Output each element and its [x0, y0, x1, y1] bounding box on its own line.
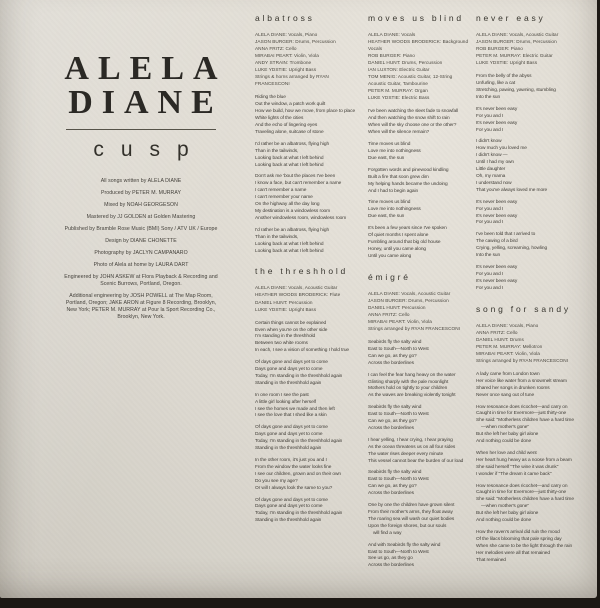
lyric-line: Her melodies were all that remained: [476, 550, 550, 556]
lyric-line: Another windowless room, windowless room: [255, 215, 347, 221]
lyric-line: Glinting sharply with the pale moonlight: [368, 379, 449, 385]
lyric-line: Days gone and days yet to come: [255, 504, 323, 510]
musician-credit: DANIEL HUNT: Percussion: [255, 299, 313, 305]
song-section-song-for-sandy: [476, 304, 585, 565]
credit-line: Design by DIANE CHONETTE: [105, 238, 177, 245]
song-credits: [255, 31, 361, 87]
lyric-line: Even when you're on the other side: [255, 327, 328, 333]
lyric-stanza: [476, 74, 585, 102]
lyric-line: I see our children, grown and on their own: [255, 471, 341, 477]
lyric-stanza: [255, 142, 361, 170]
credit-line: Photo of Alela at home by LAURA DART: [93, 262, 189, 269]
lyric-stanza: [368, 405, 471, 433]
lyric-line: Standing in the threshhold again: [255, 380, 322, 386]
lyric-line: Do you see my age?: [255, 478, 298, 484]
musician-credit: Strings arranged by RYAN FRANCESCONI: [368, 325, 461, 331]
lyric-line: Into the sun: [476, 94, 501, 100]
lyric-line: Time moves us blind: [368, 200, 411, 206]
lyric-line: I've been told that I arrived to: [476, 232, 536, 238]
lyric-line: She said herself "The wine it was drunk": [476, 464, 559, 470]
lyric-line: I hear yelling, I hear crying, I hear praying: [368, 437, 453, 443]
credit-line: Published by Bramble Rose Music (BMI) Sony / ATV UK / Europe: [64, 226, 218, 233]
lyric-line: I see the homes we made and then left: [255, 406, 335, 412]
song-title: never easy: [476, 13, 546, 23]
lyric-line: That you've always loved me more: [476, 187, 548, 193]
lyric-line: Across the borderlines: [368, 425, 414, 431]
lyric-line: Of the lilacs blooming that pale spring day: [476, 536, 562, 542]
musician-credit: ALELA DIANE: Vocals, Acoustic Guitar: [368, 290, 451, 296]
lyric-line: Seabirds fly the salty wind: [368, 339, 422, 345]
lyric-line: And then watching the snow shift to rain: [368, 116, 450, 122]
lyric-line: How much you loved me: [476, 146, 527, 152]
lyric-line: Or will I always look the same to you?: [255, 485, 333, 491]
lyric-line: It's never been easy: [476, 213, 518, 219]
musician-credit: PETER M. MURRAY: Mellotron: [476, 343, 543, 349]
lyric-line: will find a way: [368, 530, 402, 536]
lyric-line: Traveling alone, suitcase of stone: [255, 129, 324, 135]
musician-credit: ALELA DIANE: Vocals, Piano: [476, 322, 539, 328]
lyric-line: Riding the blue: [255, 95, 286, 101]
lyric-line: And nothing could be done: [476, 518, 532, 524]
musician-credit: JASON BURGER: Drums, Percussion: [368, 297, 449, 303]
lyric-line: Can we go, as they go?: [368, 419, 417, 425]
lyric-line: How the raven's arrival did ruin the mood: [476, 530, 560, 536]
lyric-line: Seabirds fly the salty wind: [368, 470, 422, 476]
musician-credit: Strings & horns arranged by RYAN FRANCESCONI: [255, 74, 329, 87]
song-title: the threshhold: [255, 266, 349, 277]
lyric-stanza: [255, 174, 361, 222]
lyric-stanza: [368, 168, 471, 196]
lyric-line: Than in the tailwinds,: [255, 234, 299, 240]
lyric-line: Into the sun: [476, 253, 501, 259]
lyric-line: Love me into nothingness: [368, 149, 421, 154]
lyric-line: How we build, how we move, from place to place: [255, 109, 356, 115]
lyric-line: And with Seabirds fly the salty wind: [368, 542, 441, 548]
musician-credit: LUKE YDSTIE: Electric Bass: [368, 95, 430, 101]
lyric-stanza: [476, 139, 585, 194]
lyric-line: Days gone and days yet to come: [255, 367, 323, 373]
lyric-line: And the echo of lingering eyes: [255, 123, 318, 128]
song-section-moves-us-blind: [368, 13, 471, 261]
song-section-émigré: [368, 272, 471, 571]
lyric-line: For you and I: [476, 113, 504, 119]
lyric-line: But she left her baby girl alone: [476, 432, 539, 438]
lyric-line: In the other room, it's just you and I: [255, 458, 327, 463]
musician-credit: MIRABAI PEART: Violin, Viola: [368, 318, 432, 324]
musician-credit: MIRABAI PEART: Violin, Viola: [476, 350, 540, 356]
lyric-line: Standing in the threshhold again: [255, 518, 322, 524]
lyric-line: When will the silence remain?: [368, 130, 430, 136]
musician-credit: ALELA DIANE: Vocals, Piano: [255, 32, 318, 37]
musician-credit: ALELA DIANE: Vocals, Acoustic Guitar: [255, 285, 338, 291]
lyric-line: It's never been easy: [476, 278, 518, 284]
song-credits: [476, 31, 585, 66]
lyric-line: I've been watching the sleet fade to snowfall: [368, 109, 459, 115]
lyric-line: I understand now: [476, 180, 512, 186]
lyric-line: Until you came along: [368, 253, 412, 259]
lyric-line: It's never been easy: [476, 106, 518, 112]
musician-credit: LUKE YDSTIE: Upright Bass: [255, 67, 317, 73]
musician-credit: HEATHER WOODS BRODERICK: Background Vocals: [368, 39, 469, 52]
lyric-line: From their mother's arms, they float away: [368, 510, 453, 515]
lyric-stanza: [368, 142, 471, 163]
lyric-line: For you and I: [476, 220, 504, 226]
lyric-stanza: [476, 451, 585, 479]
lyric-line: I see the love that I shed like a skin: [255, 413, 327, 419]
musician-credit: PETER M. MURRAY: Electric Guitar: [476, 53, 553, 59]
lyric-stanza: [368, 543, 471, 571]
lyric-line: When she came to be the light through the rain: [476, 543, 573, 549]
lyric-line: Seabirds fly the salty wind: [368, 405, 422, 411]
lyric-line: Days gone and days yet to come: [255, 432, 323, 438]
credit-line: Photography by JACLYN CAMPANARO: [94, 250, 188, 257]
album-artist-line2: DIANE: [68, 84, 223, 121]
lyric-line: Her voice like water from a snowmelt stream: [476, 378, 567, 384]
lyric-line: Never once sang out of tune: [476, 392, 535, 398]
lyric-line: Across the borderlines: [368, 360, 414, 366]
lyric-line: East to South—North to West: [368, 549, 429, 555]
credit-line: Produced by PETER M. MURRAY: [101, 190, 181, 197]
lyric-line: My destination is a windowless room: [255, 208, 331, 214]
song-section-never-easy: [476, 13, 585, 293]
lyric-line: Don't ask me 'bout the places I've been: [255, 174, 336, 180]
lyric-line: Stretching, pawing, yawning, stumbling: [476, 88, 556, 94]
song-section-albatross: [255, 13, 361, 255]
lyric-line: Due east, the sun: [368, 155, 405, 161]
lyric-line: East to South—North to West: [368, 477, 429, 483]
lyric-stanza: [255, 321, 361, 356]
musician-credit: MIRABAI PEART: Violin, Viola: [255, 53, 319, 59]
musician-credit: LUKE YDSTIE: Upright Bass: [476, 60, 538, 66]
lyric-line: Standing in the threshhold again: [255, 446, 322, 452]
lyric-line: Today, I'm standing in the threshhold again: [255, 373, 343, 379]
lyric-line: East to South—North to West: [368, 346, 429, 352]
lyric-line: My helping hands became the undoing: [368, 181, 448, 187]
lyric-stanza: [476, 405, 585, 446]
lyric-stanza: [476, 232, 585, 260]
lyric-stanza: [476, 530, 585, 565]
lyric-line: Of quiet months I spent alone: [368, 233, 429, 239]
lyric-line: How resonance does ricochet—and carry on: [476, 483, 568, 489]
musician-credit: IAN LUXTON: Electric Guitar: [368, 67, 430, 73]
credit-line: Engineered by JOHN ASKEW at Flora Playback & Recording and Scenic Burrows, Portland, Oregon.: [64, 274, 218, 288]
lyric-stanza: [255, 95, 361, 136]
lyric-line: From the belly of the abyss: [476, 74, 532, 80]
credit-line: Additional engineering by JOSH POWELL at The Map Room, Portland, Oregon; JAKE ARON at Figure 8 Recording, Brooklyn, New York; PETER M. MURRAY at Pour la Sport Recording Co., Brooklyn, New York.: [65, 293, 217, 321]
musician-credit: Strings arranged by RYAN FRANCESCONI: [476, 357, 569, 363]
lyric-line: Forgotten words and pinewood kindling: [368, 167, 449, 173]
lyric-line: On the highway all the day long: [255, 202, 320, 208]
musician-credit: ANNA FRITZ: Cello: [368, 311, 410, 317]
lyric-line: Today, I'm standing in the threshhold again: [255, 511, 343, 517]
lyric-line: Looking back at what I left behind: [255, 162, 324, 168]
album-title: cusp: [93, 138, 206, 161]
musician-credit: ROB BURGER: Piano: [476, 46, 523, 52]
lyric-line: Of days gone and days yet to come: [255, 497, 328, 503]
credit-line: All songs written by ALELA DIANE: [100, 178, 182, 184]
lyric-line: That remained: [476, 557, 506, 563]
lyric-line: —when mother's gone": [476, 504, 529, 510]
logo-divider-rule: [66, 129, 216, 130]
lyric-stanza: [255, 393, 361, 421]
lyrics-column-2: [368, 13, 471, 575]
lyric-line: Caught in time for Evermore—just thirty-one: [476, 490, 567, 496]
lyric-line: This vessel cannot bear the burden of our load: [368, 458, 464, 464]
lyric-line: Time moves us blind: [368, 142, 411, 148]
lyric-line: The roaring sea will wash our quiet bodies: [368, 516, 455, 522]
lyric-line: I didn't know: [476, 139, 502, 145]
lyric-line: How resonance does ricochet—and carry on: [476, 404, 568, 410]
lyric-stanza: [368, 373, 471, 401]
lyric-stanza: [368, 200, 471, 221]
musician-credit: DANIEL HUNT: Drums: [476, 336, 524, 342]
lyric-line: For you and I: [476, 206, 504, 212]
lyric-line: One by one the children have grown silent: [368, 503, 455, 509]
musician-credit: ROB BURGER: Piano: [368, 53, 415, 59]
lyric-line: For you and I: [476, 271, 504, 277]
lyric-line: Across the borderlines: [368, 491, 414, 497]
album-artist-line1: ALELA: [64, 50, 227, 87]
musician-credit: HEATHER WOODS BRODERICK: Flute: [255, 292, 341, 298]
lyric-stanza: [368, 340, 471, 368]
lyric-line: She said: "Motherless children have a hard time: [476, 418, 574, 424]
lyric-line: A little girl looking after herself: [255, 399, 316, 405]
lyric-line: It's been a few years since I've spoken: [368, 226, 447, 232]
lyric-line: Her heart hung heavy as a noose from a beam: [476, 457, 572, 463]
lyric-line: Shared her songs in drunken rooms: [476, 385, 550, 391]
lyric-line: Of days gone and days yet to come: [255, 425, 328, 431]
credit-line: Mastered by JJ GOLDEN at Golden Mastering: [86, 214, 196, 221]
lyric-line: See us go, as they go: [368, 556, 413, 562]
lyric-line: I'm standing in the threshhold: [255, 334, 316, 340]
musician-credit: DANIEL HUNT: Drums, Percussion: [368, 60, 443, 66]
lyric-line: And I had to begin again: [368, 188, 419, 194]
musician-credit: PETER M. MURRAY: Organ: [368, 88, 428, 94]
lyric-line: I'd rather be an albatross, flying high: [255, 141, 330, 147]
lyric-line: I know a face, but can't remember a name: [255, 181, 342, 187]
lyric-line: A lady came from London town: [476, 371, 540, 377]
lyric-line: In each, I see a vision of something I hold true: [255, 348, 350, 354]
lyric-line: Out the window, a patch work quilt: [255, 102, 326, 108]
song-title: moves us blind: [368, 13, 464, 23]
lyric-stanza: [368, 226, 471, 261]
lyric-stanza: [476, 265, 585, 293]
lyric-stanza: [368, 109, 471, 137]
lyric-line: Between two white rooms: [255, 341, 308, 347]
lyric-line: It's never been easy: [476, 120, 518, 126]
musician-credit: LUKE YDSTIE: Upright Bass: [255, 306, 317, 312]
musician-credit: ANNA FRITZ: Cello: [255, 46, 297, 52]
lyric-line: I can't remember your name: [255, 195, 313, 201]
lyric-line: When will the sky choose one or the other?: [368, 123, 457, 129]
lyric-line: When her love and child went: [476, 450, 537, 456]
lyric-line: Today, I'm standing in the threshhold again: [255, 439, 343, 445]
lyric-line: Built a fire that soon grew dim: [368, 174, 429, 180]
lyric-line: Crying, yelling, screaming, howling: [476, 246, 548, 252]
lyric-line: Looking back at what I left behind: [255, 241, 324, 247]
musician-credit: ANNA FRITZ: Cello: [476, 329, 518, 335]
musician-credit: ANDY STRAIN: Trombone: [255, 60, 312, 66]
lyric-line: I wonder if "The dream it came back": [476, 471, 552, 477]
lyric-stanza: [255, 498, 361, 526]
musician-credit: ALELA DIANE: Vocals, Acoustic Guitar: [476, 32, 559, 37]
lyric-line: Until I had my own: [476, 160, 515, 166]
lyric-line: Can we go, as they go?: [368, 353, 417, 359]
lyric-line: Across the borderlines: [368, 563, 414, 569]
lyric-stanza: [368, 438, 471, 466]
lyric-stanza: [368, 470, 471, 498]
lyric-stanza: [476, 372, 585, 400]
lyric-line: Due east, the sun: [368, 214, 405, 220]
album-identity-column: [36, 52, 246, 326]
lyric-line: The water rises deeper every minute: [368, 451, 444, 457]
song-section-the-threshhold: [255, 266, 361, 525]
lyric-line: Fumbling around that big old house: [368, 239, 441, 245]
musician-credit: JASON BURGER: Drums, Percussion: [476, 39, 557, 45]
lyric-line: Looking back at what I left behind: [255, 248, 324, 254]
lyric-line: In one room I see the past: [255, 392, 309, 398]
lyric-line: It's never been easy: [476, 264, 518, 270]
lyric-line: Unfurling, like a cat: [476, 81, 516, 87]
credit-line: Mixed by NOAH GEORGESON: [104, 202, 178, 209]
lyric-line: I didn't know —: [476, 153, 508, 159]
lyric-line: But she left her baby girl alone: [476, 511, 539, 517]
song-credits: [476, 322, 585, 364]
lyric-line: Upon the foreign shores, but our souls: [368, 523, 447, 529]
lyric-line: As the waves are breaking violently tonight: [368, 393, 456, 399]
lyrics-column-3: [476, 13, 585, 570]
lyric-stanza: [368, 503, 471, 538]
album-credits-block: [60, 178, 222, 321]
lyric-line: I can feel the fear hang heavy on the water: [368, 372, 456, 378]
musician-credit: DANIEL HUNT: Percussion: [368, 304, 426, 310]
lyric-line: —when mother's gone": [476, 425, 529, 431]
lyric-stanza: [255, 458, 361, 493]
lyric-line: East to South—North to West: [368, 412, 429, 418]
lyric-line: Than in the tailwinds,: [255, 148, 299, 154]
lyric-line: The cawing of a bird: [476, 239, 518, 245]
song-credits: [255, 284, 361, 312]
lyric-line: Looking back at what I left behind: [255, 155, 324, 161]
musician-credit: ALELA DIANE: Vocals: [368, 32, 416, 37]
lyric-line: And nothing could be done: [476, 439, 532, 445]
song-title: albatross: [255, 13, 315, 23]
song-credits: [368, 290, 471, 332]
lyric-line: I can't remember a name: [255, 188, 307, 194]
lyric-line: For you and I: [476, 127, 504, 133]
lyric-line: Certain things cannot be explained: [255, 320, 327, 326]
lyric-line: She said: "Motherless children have a hard time: [476, 497, 574, 503]
lyric-stanza: [476, 484, 585, 525]
lyric-line: Of days gone and days yet to come: [255, 360, 328, 366]
musician-credit: TOM MENIG: Acoustic Guitar, 12-String Acoustic Guitar, Tambourine: [368, 74, 453, 87]
lyric-stanza: [255, 425, 361, 453]
lyric-line: As the ocean threatens us on all four sides: [368, 444, 456, 450]
lyric-stanza: [255, 360, 361, 388]
lyric-line: I'd rather be an albatross, flying high: [255, 227, 330, 233]
lyric-line: Can we go, as they go?: [368, 484, 417, 490]
lyric-line: For you and I: [476, 285, 504, 291]
song-title: émigré: [368, 271, 411, 282]
lyric-line: Caught in time for Evermore—just thirty-one: [476, 411, 567, 417]
lyric-stanza: [476, 200, 585, 228]
musician-credit: JASON BURGER: Drums, Percussion: [255, 39, 336, 45]
lyric-line: Mothers hold on tightly to your children: [368, 386, 448, 392]
lyric-stanza: [255, 228, 361, 256]
lyric-line: White lights of the cities: [255, 116, 304, 122]
lyric-line: Oh, my mama: [476, 174, 506, 180]
lyrics-column-1: [255, 13, 361, 530]
lyric-stanza: [476, 107, 585, 135]
song-title: song for sandy: [476, 303, 571, 314]
song-credits: [368, 31, 471, 101]
lyric-line: From the window the water looks fine: [255, 464, 332, 470]
lyric-line: Love me into nothingness: [368, 207, 421, 213]
lyric-line: Honey, until you came along: [368, 246, 427, 252]
lyric-line: Little daughter: [476, 167, 506, 173]
lyric-line: It's never been easy: [476, 199, 518, 205]
